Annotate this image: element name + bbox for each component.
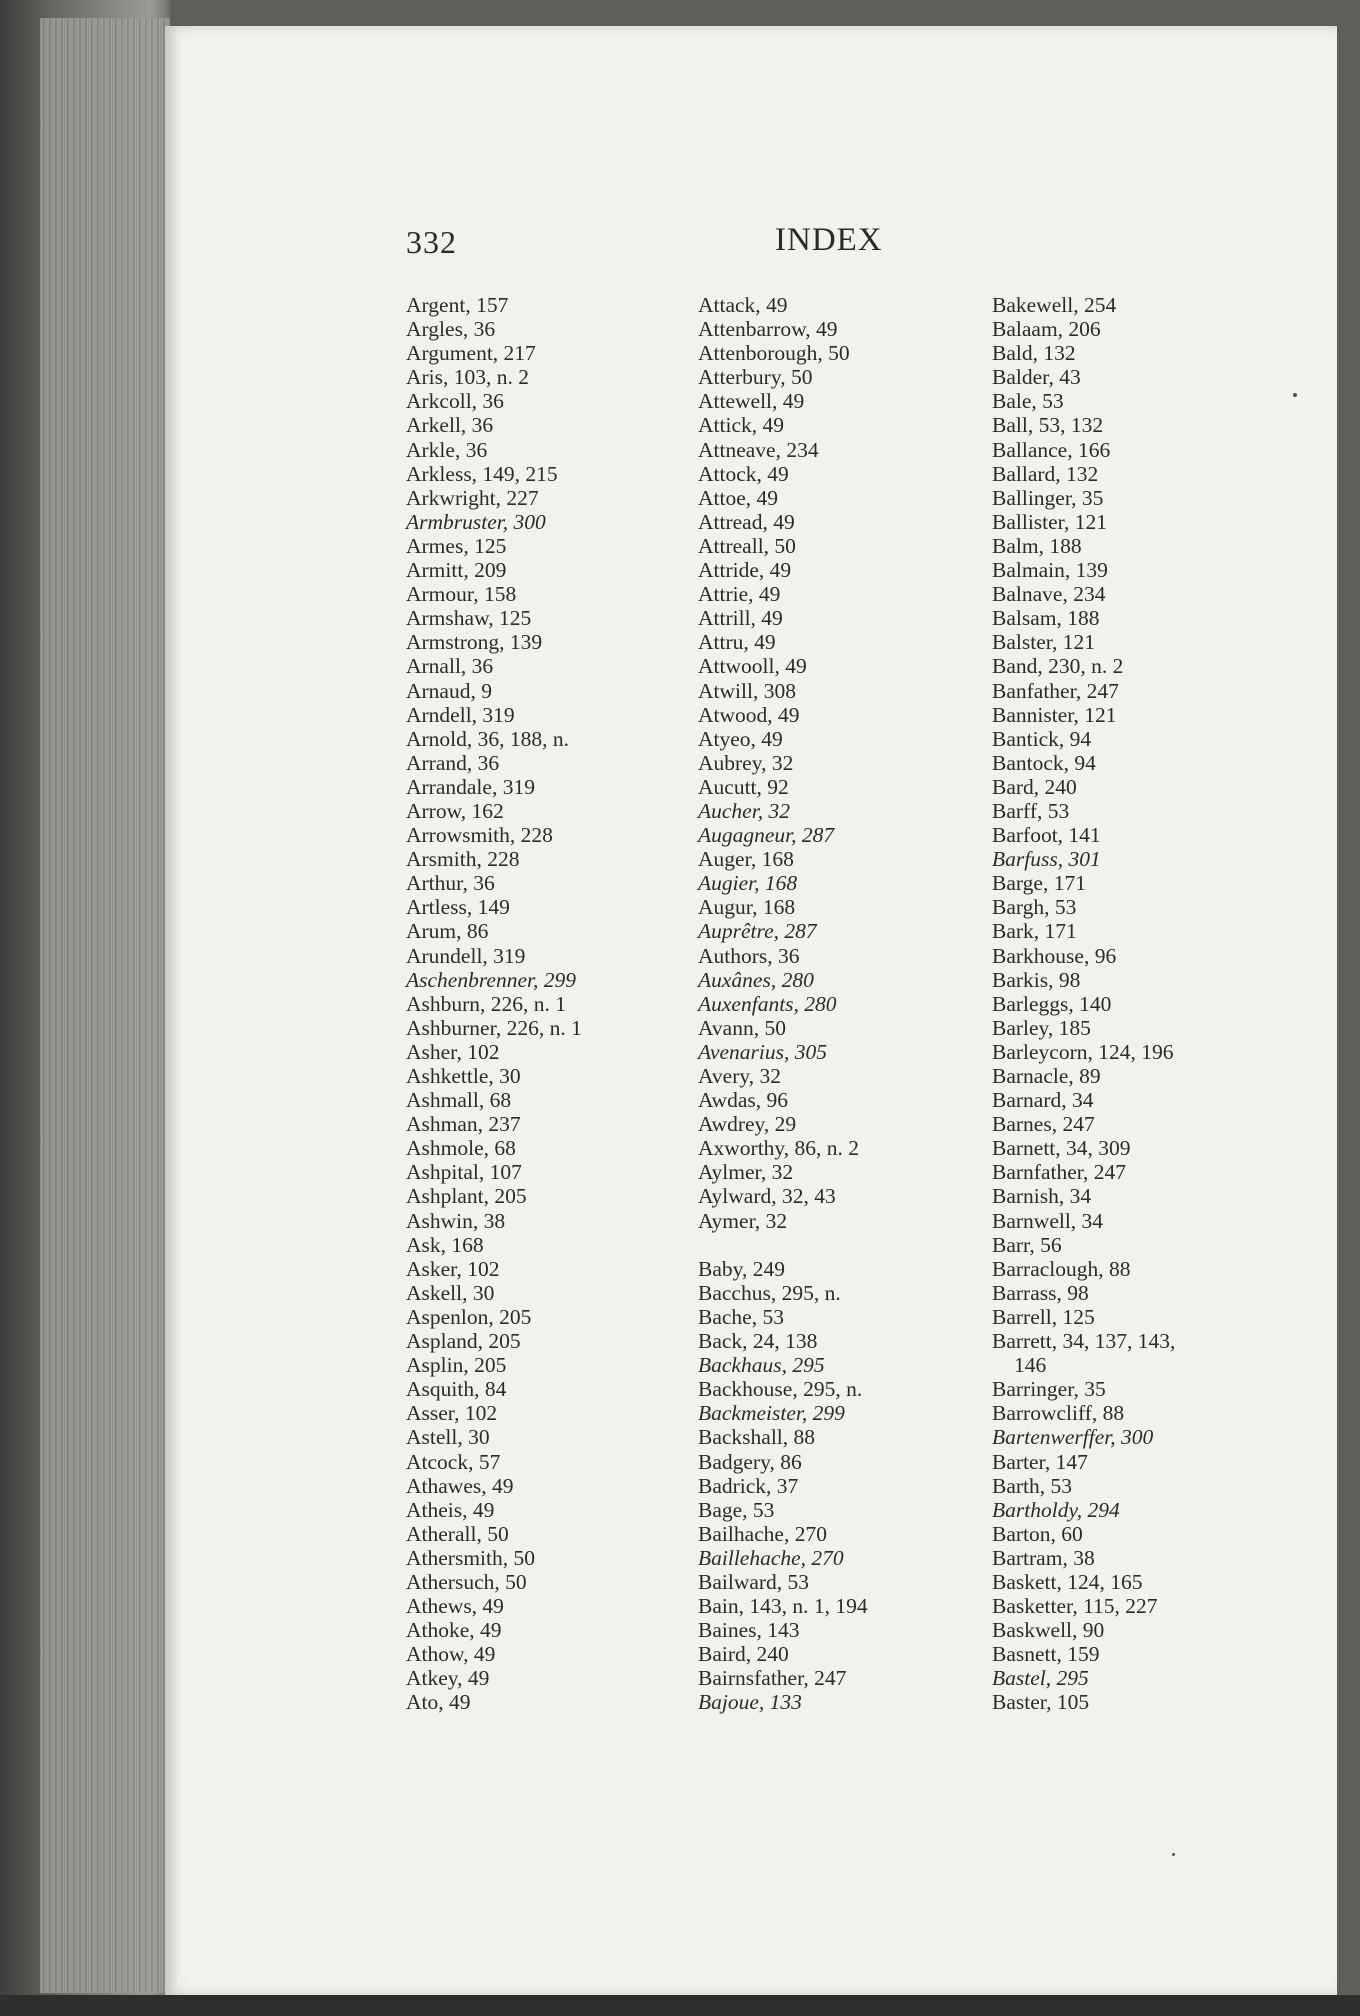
index-entry: Attenbarrow, 49 xyxy=(698,317,838,342)
index-entry: Arrand, 36 xyxy=(406,750,500,775)
index-entry: Basnett, 159 xyxy=(992,1642,1100,1667)
index-entry: Asser, 102 xyxy=(406,1401,498,1426)
index-entry: Aschenbrenner, 299 xyxy=(406,967,576,992)
index-entry: Ballinger, 35 xyxy=(992,485,1104,510)
index-entry: Aylward, 32, 43 xyxy=(698,1184,836,1209)
index-entry: Barleycorn, 124, 196 xyxy=(992,1039,1174,1064)
index-entry: Athersuch, 50 xyxy=(406,1569,527,1594)
index-entry: Bartram, 38 xyxy=(992,1545,1095,1570)
index-entry: Athoke, 49 xyxy=(406,1618,502,1643)
index-entry: Balaam, 206 xyxy=(992,317,1101,342)
page-title: INDEX xyxy=(775,222,883,258)
index-entry: Bargh, 53 xyxy=(992,895,1077,920)
index-entry: Arthur, 36 xyxy=(406,871,495,896)
index-entry: Barnfather, 247 xyxy=(992,1160,1127,1185)
index-entry: Arndell, 319 xyxy=(406,702,515,727)
index-entry: Ball, 53, 132 xyxy=(992,413,1104,438)
index-entry: Barff, 53 xyxy=(992,798,1070,823)
index-entry: Atheis, 49 xyxy=(406,1497,495,1522)
index-entry: Barraclough, 88 xyxy=(992,1256,1131,1281)
index-entry: Aris, 103, n. 2 xyxy=(406,365,530,390)
index-entry: Attrie, 49 xyxy=(698,582,781,607)
index-entry: Arsmith, 228 xyxy=(406,847,520,872)
index-entry: Argles, 36 xyxy=(406,317,496,342)
index-entry: Arnold, 36, 188, n. xyxy=(406,726,570,751)
index-entry: Artless, 149 xyxy=(406,895,510,920)
index-entry: Bantick, 94 xyxy=(992,726,1092,751)
index-entry: Ato, 49 xyxy=(406,1690,471,1715)
index-entry: Atcock, 57 xyxy=(406,1449,501,1474)
index-entry: Aymer, 32 xyxy=(698,1208,788,1233)
index-entry: Aucher, 32 xyxy=(698,798,790,823)
index-entry: Bakewell, 254 xyxy=(992,293,1117,317)
index-entry: Bacchus, 295, n. xyxy=(698,1280,841,1305)
index-entry: Baines, 143 xyxy=(698,1618,800,1643)
index-entry: Bache, 53 xyxy=(698,1304,784,1329)
index-entry: Attreall, 50 xyxy=(698,533,796,558)
index-entry: Axworthy, 86, n. 2 xyxy=(698,1136,860,1161)
index-entry: Barnett, 34, 309 xyxy=(992,1136,1131,1161)
index-entry: Argument, 217 xyxy=(406,341,536,366)
index-entry: Auger, 168 xyxy=(698,847,794,872)
index-entry: Bale, 53 xyxy=(992,389,1064,414)
index-entry: Balmain, 139 xyxy=(992,558,1108,583)
index-entry: Arundell, 319 xyxy=(406,943,526,968)
index-entry: Ballance, 166 xyxy=(992,437,1111,462)
index-entry: Banfather, 247 xyxy=(992,678,1119,703)
index-entry: Barnes, 247 xyxy=(992,1112,1095,1137)
index-entry: Armbruster, 300 xyxy=(406,509,546,534)
index-entry: Armour, 158 xyxy=(406,582,517,607)
index-entry: Atyeo, 49 xyxy=(698,726,783,751)
index-entry: Baby, 249 xyxy=(698,1256,785,1281)
index-entry: Arkless, 149, 215 xyxy=(406,461,558,486)
index-entry: Baskett, 124, 165 xyxy=(992,1569,1143,1594)
index-entry: Barfoot, 141 xyxy=(992,823,1101,848)
index-entry: Aylmer, 32 xyxy=(698,1160,794,1185)
index-entry: Barnish, 34 xyxy=(992,1184,1092,1209)
index-entry: Arkle, 36 xyxy=(406,437,488,462)
index-entry: Barr, 56 xyxy=(992,1232,1062,1257)
index-entry: Baillehache, 270 xyxy=(698,1545,844,1570)
index-entry: Backmeister, 299 xyxy=(698,1401,845,1426)
index-entry: Barrett, 34, 137, 143, xyxy=(992,1329,1176,1354)
index-entry: Arrowsmith, 228 xyxy=(406,823,553,848)
index-entry: Avenarius, 305 xyxy=(698,1039,827,1064)
index-entry: Basketter, 115, 227 xyxy=(992,1594,1158,1619)
index-entry: Athews, 49 xyxy=(406,1594,504,1619)
index-entry: Barley, 185 xyxy=(992,1015,1091,1040)
index-entry: Barkhouse, 96 xyxy=(992,943,1117,968)
index-entry: Back, 24, 138 xyxy=(698,1329,818,1354)
index-entry: Barge, 171 xyxy=(992,871,1086,896)
index-entry: Ashplant, 205 xyxy=(406,1184,527,1209)
index-entry: Barkis, 98 xyxy=(992,967,1081,992)
page-number: 332 xyxy=(406,224,457,260)
index-entry: Barringer, 35 xyxy=(992,1377,1106,1402)
index-entry: Badrick, 37 xyxy=(698,1473,799,1498)
index-entry: Barrowcliff, 88 xyxy=(992,1401,1125,1426)
index-entry: Barton, 60 xyxy=(992,1521,1083,1546)
index-entry: Authors, 36 xyxy=(698,943,800,968)
page-edges xyxy=(40,18,170,1993)
bottom-shadow xyxy=(0,1995,1360,2016)
index-entry: Atwill, 308 xyxy=(698,678,796,703)
index-entry: Augier, 168 xyxy=(698,871,798,896)
index-entry: Bantock, 94 xyxy=(992,750,1096,775)
index-entry: Band, 230, n. 2 xyxy=(992,654,1124,679)
index-entry: Balnave, 234 xyxy=(992,582,1106,607)
index-entry: Atherall, 50 xyxy=(406,1521,509,1546)
index-entry: Arum, 86 xyxy=(406,919,489,944)
index-entry: Armitt, 209 xyxy=(406,558,507,583)
index-entry: Atterbury, 50 xyxy=(698,365,813,390)
index-entry: Armstrong, 139 xyxy=(406,630,543,655)
index-entry: Bannister, 121 xyxy=(992,702,1117,727)
index-entry: Ashwin, 38 xyxy=(406,1208,506,1233)
index-entry: Auprêtre, 287 xyxy=(698,919,817,944)
index-entry: Ashburn, 226, n. 1 xyxy=(406,991,567,1016)
index-entry: Barnard, 34 xyxy=(992,1088,1094,1113)
index-entry: Attride, 49 xyxy=(698,558,792,583)
index-entry: Bark, 171 xyxy=(992,919,1077,944)
index-entry: Bailward, 53 xyxy=(698,1569,810,1594)
index-entry: Arkcoll, 36 xyxy=(406,389,504,414)
index-entry: Aucutt, 92 xyxy=(698,774,789,799)
index-entry: Arkell, 36 xyxy=(406,413,494,438)
index-entry: Avery, 32 xyxy=(698,1064,781,1088)
index-entry: Barter, 147 xyxy=(992,1449,1088,1474)
index-entry: Atwood, 49 xyxy=(698,702,800,727)
index-entry: Ashmole, 68 xyxy=(406,1136,516,1161)
index-entry: Bairnsfather, 247 xyxy=(698,1666,847,1691)
index-entry: Ashburner, 226, n. 1 xyxy=(406,1015,582,1040)
index-entry: Athersmith, 50 xyxy=(406,1545,535,1570)
index-entry: Arkwright, 227 xyxy=(406,485,539,510)
index-column-3 xyxy=(992,293,1282,1715)
index-entry: Attneave, 234 xyxy=(698,437,819,462)
index-column-1 xyxy=(406,293,696,1715)
page-speck xyxy=(1172,1853,1175,1856)
index-entry: Balm, 188 xyxy=(992,533,1082,558)
index-entry: Baird, 240 xyxy=(698,1642,789,1667)
index-entry: Ask, 168 xyxy=(406,1232,484,1257)
index-entry: Asker, 102 xyxy=(406,1256,500,1281)
index-entry: Badgery, 86 xyxy=(698,1449,802,1474)
index-entry: Attick, 49 xyxy=(698,413,784,438)
index-entry: Backhouse, 295, n. xyxy=(698,1377,863,1402)
index-entry: Balder, 43 xyxy=(992,365,1081,390)
index-entry: Attack, 49 xyxy=(698,293,788,317)
index-entry: Arnaud, 9 xyxy=(406,678,492,703)
index-entry: Arnall, 36 xyxy=(406,654,494,679)
index-entry: Awdrey, 29 xyxy=(698,1112,797,1137)
index-entry: Astell, 30 xyxy=(406,1425,490,1450)
index-entry: Balster, 121 xyxy=(992,630,1096,655)
index-entry: Bartenwerffer, 300 xyxy=(992,1425,1154,1450)
index-entry: Barrass, 98 xyxy=(992,1280,1089,1305)
index-entry: Aspenlon, 205 xyxy=(406,1304,532,1329)
index-entry: Asquith, 84 xyxy=(406,1377,507,1402)
index-entry: Ballard, 132 xyxy=(992,461,1099,486)
index-entry: Bain, 143, n. 1, 194 xyxy=(698,1594,868,1619)
index-entry: Backhaus, 295 xyxy=(698,1353,825,1378)
index-entry: Barfuss, 301 xyxy=(992,847,1101,872)
index-entry: Askell, 30 xyxy=(406,1280,495,1305)
index-entry: Bald, 132 xyxy=(992,341,1076,366)
index-entry: Barnwell, 34 xyxy=(992,1208,1104,1233)
page-speck xyxy=(1293,393,1297,397)
index-entry: Asplin, 205 xyxy=(406,1353,507,1378)
index-entry: Bartholdy, 294 xyxy=(992,1497,1120,1522)
index-entry: Barleggs, 140 xyxy=(992,991,1112,1016)
index-entry: Arrow, 162 xyxy=(406,798,504,823)
section-gap xyxy=(698,1233,988,1257)
index-entry: Athow, 49 xyxy=(406,1642,496,1667)
index-entry: Bajoue, 133 xyxy=(698,1690,802,1715)
index-entry: Balsam, 188 xyxy=(992,606,1100,631)
index-entry: Attru, 49 xyxy=(698,630,776,655)
index-entry: Ashman, 237 xyxy=(406,1112,521,1137)
index-entry: Aubrey, 32 xyxy=(698,750,794,775)
index-entry: Attock, 49 xyxy=(698,461,789,486)
index-entry: Backshall, 88 xyxy=(698,1425,816,1450)
index-entry: Auxenfants, 280 xyxy=(698,991,837,1016)
index-entry: Baster, 105 xyxy=(992,1690,1090,1715)
index-entry: Arrandale, 319 xyxy=(406,774,535,799)
index-column-2 xyxy=(698,293,988,1715)
index-entry: Barth, 53 xyxy=(992,1473,1073,1498)
index-entry: Auxânes, 280 xyxy=(698,967,814,992)
index-entry: Ashmall, 68 xyxy=(406,1088,512,1113)
index-entry: Awdas, 96 xyxy=(698,1088,788,1113)
index-entry: Attenborough, 50 xyxy=(698,341,850,366)
index-entry: Armes, 125 xyxy=(406,533,507,558)
index-entry: Bage, 53 xyxy=(698,1497,775,1522)
index-entry: Augur, 168 xyxy=(698,895,796,920)
index-entry: Attrill, 49 xyxy=(698,606,783,631)
index-entry: Barnacle, 89 xyxy=(992,1064,1101,1088)
index-entry: Ballister, 121 xyxy=(992,509,1107,534)
index-entry: Ashkettle, 30 xyxy=(406,1064,521,1088)
index-entry: Armshaw, 125 xyxy=(406,606,532,631)
index-entry: 146 xyxy=(1014,1353,1047,1378)
index-entry: Attoe, 49 xyxy=(698,485,779,510)
index-entry: Attwooll, 49 xyxy=(698,654,807,679)
index-entry: Bailhache, 270 xyxy=(698,1521,827,1546)
index-entry: Attread, 49 xyxy=(698,509,795,534)
index-entry: Barrell, 125 xyxy=(992,1304,1095,1329)
index-entry: Augagneur, 287 xyxy=(698,823,835,848)
index-entry: Attewell, 49 xyxy=(698,389,805,414)
index-entry: Ashpital, 107 xyxy=(406,1160,522,1185)
index-entry: Argent, 157 xyxy=(406,293,509,317)
index-entry: Athawes, 49 xyxy=(406,1473,514,1498)
index-entry: Asher, 102 xyxy=(406,1039,500,1064)
index-entry: Aspland, 205 xyxy=(406,1329,521,1354)
index-entry: Bard, 240 xyxy=(992,774,1077,799)
index-entry: Atkey, 49 xyxy=(406,1666,490,1691)
index-entry: Bastel, 295 xyxy=(992,1666,1089,1691)
index-entry: Baskwell, 90 xyxy=(992,1618,1105,1643)
index-entry: Avann, 50 xyxy=(698,1015,786,1040)
